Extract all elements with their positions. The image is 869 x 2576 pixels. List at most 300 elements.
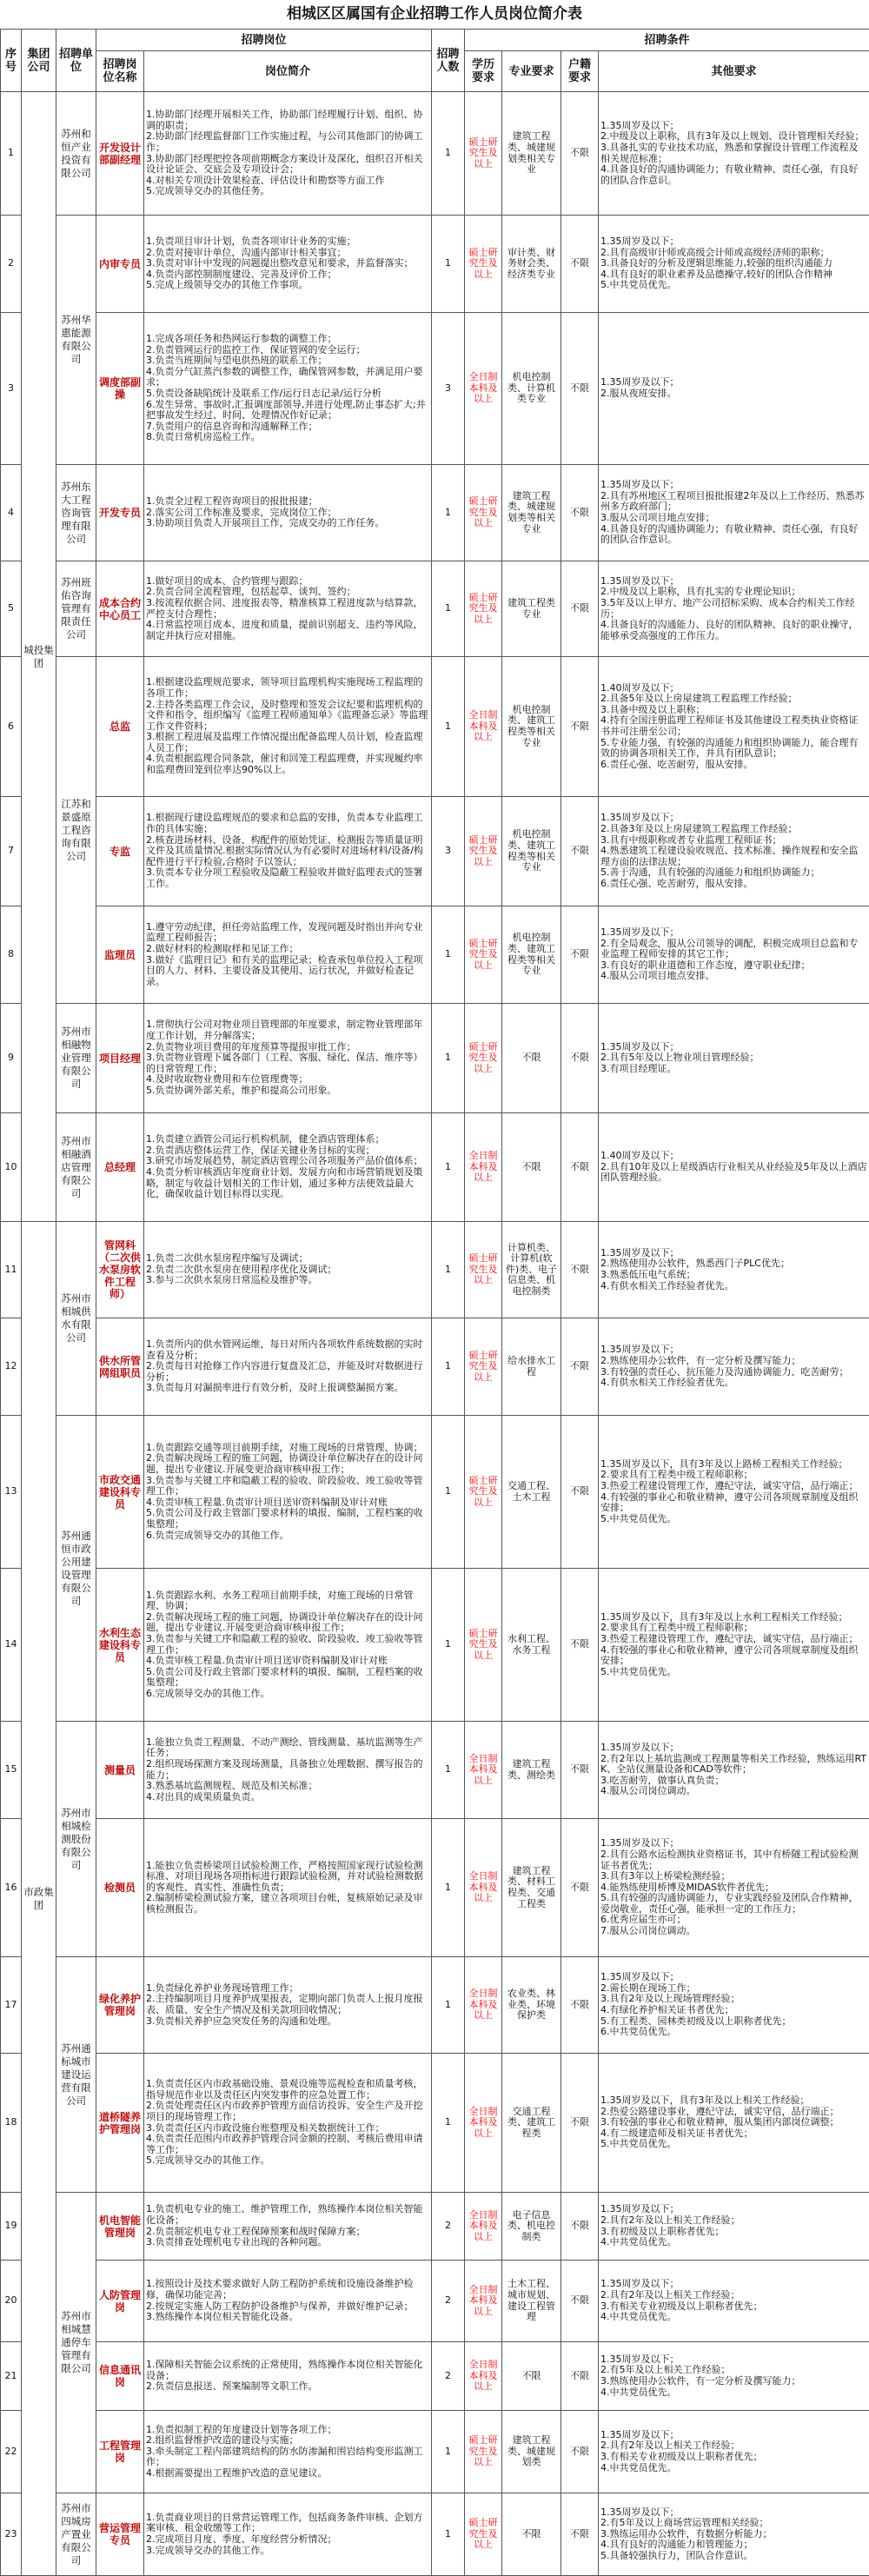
- table-row: [1, 1722, 869, 1819]
- position-desc-line: 2.组织现场探测方案及现场测量，具备独立处理数据、撰写报告的能力；: [146, 1759, 429, 1781]
- headcount: 2: [432, 2342, 465, 2411]
- position-desc-line: 1.保障相关智能会议系统的正常使用，熟练操作本岗位相关智能化设备；: [146, 2360, 429, 2381]
- position-desc-line: 1.能独立负责桥梁项目试验检测工作，严格按照国家现行试验检测标准、对项目现场各项指标进行跟踪试验检测，并对试验检测数据的客观性、真实性、准确性负责；: [146, 1861, 429, 1894]
- position-name: 绿化养护管理岗: [96, 1957, 144, 2054]
- other-req-line: 3.有初级及以上职称者优先；: [600, 2227, 867, 2238]
- position-desc: [144, 2493, 432, 2576]
- position-desc-line: 1.负责拟制工程的年度建设计划等各项工作；: [146, 2425, 429, 2436]
- other-req-line: 4.具有良好的职业素养及品德操守,较好的团队合作精神: [600, 269, 867, 281]
- other-req: [599, 1113, 869, 1222]
- position-desc: [144, 1819, 432, 1957]
- headcount: 1: [432, 1416, 465, 1569]
- other-req: [599, 657, 869, 797]
- position-desc-line: 1.负责绿化养护业务现场管理工作；: [146, 1983, 429, 1995]
- other-req-line: 3.有良好的职业道德和工作态度，遵守职业纪律；: [600, 960, 867, 972]
- headcount: 1: [432, 1318, 465, 1416]
- other-req-line: 2.中级及以上职称，具有扎实的专业理论知识；: [600, 587, 867, 598]
- position-desc-line: 1.按照设计及技术要求做好人防工程防护系统和设施设备维护检修，确保功能完善；: [146, 2279, 429, 2300]
- table-row: [1, 657, 869, 797]
- other-req-line: 5.善于沟通，具有较强的沟通能力和组织协调能力；: [600, 867, 867, 879]
- position-desc-line: 2.落实公司工作标准及要求，完成岗位工作；: [146, 508, 429, 519]
- other-req-line: 1.40周岁及以下；: [600, 683, 867, 694]
- position-desc-line: 3.完成领导交办的其他工作。: [146, 2546, 429, 2557]
- position-desc-line: 1.做好项目的成本、合约管理与跟踪；: [146, 576, 429, 588]
- other-req-line: 3.熟练使用办公软件，有一定分析及撰写能力；: [600, 2376, 867, 2387]
- major-req: 计算机类、计算机(软件)类、电子信息类、机电控制类: [502, 1222, 561, 1318]
- other-req-line: 5.中共党员优先。: [600, 1667, 867, 1678]
- other-req: [599, 216, 869, 313]
- position-desc-line: 5.完成领导交办的其他任务。: [146, 186, 429, 197]
- education-req: 硕士研究生及以上: [465, 216, 502, 313]
- position-desc-line: 3.协助部门经理把控各项前期概念方案设计及深化，组织召开相关设计论证会、交底会及专项设计会；: [146, 154, 429, 176]
- other-req-line: 3.热爱工程建设管理工作，遵纪守法，诚实守信，品行端正；: [600, 1634, 867, 1645]
- other-req: [599, 1004, 869, 1113]
- position-desc-line: 3.参与二次供水泵房日常巡检及维护等。: [146, 1275, 429, 1286]
- other-req: [599, 2342, 869, 2411]
- header-unit: 招聘单位: [56, 30, 96, 92]
- hiring-unit: 苏州班佑咨询管理有限责任公司: [56, 561, 96, 657]
- position-desc-line: 2.协助部门经理监督部门工作实施过程，与公司其他部门的协调工作；: [146, 131, 429, 153]
- other-req: [599, 2493, 869, 2576]
- table-row: [1, 906, 869, 1004]
- headcount: 2: [432, 2261, 465, 2342]
- position-name: 成本合约中心员工: [96, 561, 144, 657]
- other-req-line: 2.具有公路水运检测执业资格证书，其中有桥隧工程试验检测证书者优先；: [600, 1849, 867, 1871]
- hiring-unit: 苏州华惠能源有限公司: [56, 216, 96, 465]
- position-desc-line: 5.负责公司及行政主管部门要求材料的填报、编制，工程档案的收集整理；: [146, 1508, 429, 1530]
- other-req: [599, 1222, 869, 1318]
- position-desc-line: 1.负责二次供水泵房程序编写及调试；: [146, 1253, 429, 1265]
- row-seq: 22: [1, 2411, 22, 2493]
- hiring-unit: 苏州市相城供水有限公司: [56, 1222, 96, 1416]
- education-req: 全日制本科及以上: [465, 1819, 502, 1957]
- other-req-line: 2.具有高级审计师或高级会计师或高级经济师的职称；: [600, 248, 867, 259]
- education-req: 硕士研究生及以上: [465, 1222, 502, 1318]
- other-req-line: 3.熟悉低压电气系统；: [600, 1270, 867, 1281]
- position-desc-line: 1.根据现行建设监理规范的要求和总监的安排，负责本专业监理工作的具体实施；: [146, 813, 429, 834]
- table-row: [1, 216, 869, 313]
- position-desc-line: 3.负责当班期间与望电供热班的联系工作；: [146, 355, 429, 367]
- row-seq: 21: [1, 2342, 22, 2411]
- hukou-req: 不限: [561, 1416, 599, 1569]
- other-req-line: 4.中共党员优先。: [600, 2237, 867, 2248]
- row-seq: 12: [1, 1318, 22, 1416]
- other-req-line: 5.中共党员优先。: [600, 2139, 867, 2150]
- position-desc-line: 6.完成领导交办的其他工作。: [146, 1689, 429, 1700]
- other-req-line: 1.35周岁及以下，具有3年及以上相关工作经验；: [600, 2095, 867, 2107]
- position-desc-line: 1.负责跟踪水利、水务工程项目前期手续，对施工现场的日常管理、协调；: [146, 1590, 429, 1612]
- other-req: [599, 1318, 869, 1416]
- other-req-line: 2.具有2年及以上相关工作经验；: [600, 2440, 867, 2452]
- header-position-name: 招聘岗位名称: [96, 51, 144, 92]
- other-req-line: 3.有相关专业初级及以上职称者优先；: [600, 2301, 867, 2313]
- table-row: [1, 1416, 869, 1569]
- education-req: 全日制本科及以上: [465, 2193, 502, 2261]
- position-desc-line: 3.负责参与关键工序和隐蔽工程的验收、阶段验收、竣工验收等管理工作；: [146, 1476, 429, 1497]
- position-desc-line: 3.负责排查处理机电专业出现的各种问题。: [146, 2237, 429, 2248]
- education-req: 硕士研究生及以上: [465, 1569, 502, 1722]
- education-req: 全日制本科及以上: [465, 2342, 502, 2411]
- hukou-req: 不限: [561, 1113, 599, 1222]
- headcount: 1: [432, 1569, 465, 1722]
- position-desc-line: 2.组织监督维护改造的建设与实施；: [146, 2435, 429, 2447]
- position-name: 信息通讯岗: [96, 2342, 144, 2411]
- header-other: 其他要求: [599, 51, 869, 92]
- position-desc-line: 2.主持各类监理工作会议，及时整理和签发会议纪要和监理机构的文件和指令，组织编写《监理工程师通知单》《监理备忘录》等监理工作文件资料；: [146, 700, 429, 733]
- other-req-line: 5.中共党员优先。: [600, 280, 867, 291]
- position-desc-line: 2.负责二次供水泵房在使用程序优化及调试；: [146, 1265, 429, 1276]
- hukou-req: 不限: [561, 2493, 599, 2576]
- hukou-req: 不限: [561, 797, 599, 906]
- table-row: [1, 2342, 869, 2411]
- hukou-req: 不限: [561, 313, 599, 465]
- position-desc: [144, 465, 432, 561]
- other-req-line: 1.35周岁及以下；: [600, 927, 867, 939]
- major-req: 土木工程、城市规划、建设工程管理: [502, 2261, 561, 2342]
- other-req-line: 1.35周岁及以下；: [600, 1042, 867, 1053]
- other-req-line: 3.具备中级及以上职称；: [600, 705, 867, 716]
- other-req-line: 5.具有较强的沟通协调能力，专业实践经验及团队合作精神，爱岗敬业，责任心强，能承担一定的工作压力；: [600, 1893, 867, 1915]
- row-seq: 7: [1, 797, 22, 906]
- position-desc: [144, 1113, 432, 1222]
- headcount: 1: [432, 1722, 465, 1819]
- position-desc-line: 4.负责责任范围内市政养护管理合同金额的控制、考核后费用申请等工作；: [146, 2134, 429, 2155]
- position-desc-line: 2.负责物业项目费用的年度预算等提报审批工作；: [146, 1042, 429, 1053]
- other-req-line: 3.具有3年以上桥梁检测经验；: [600, 1871, 867, 1882]
- position-desc-line: 6.发生异常、事故时,汇报调度部领导,并进行处理,防止事态扩大;并把事故发生经过、时间、处理情况作好记录；: [146, 400, 429, 422]
- position-desc-line: 4.日常监控项目成本、进度和质量，提前识别超支、违约等风险，制定并执行应对措施。: [146, 620, 429, 641]
- position-desc-line: 3.研究市场发展趋势，制定酒店管理公司各项服务产品价值体系；: [146, 1156, 429, 1167]
- position-desc-line: 2.按规定实施人防工程防护设备维护与保养，并做好维护记录；: [146, 2301, 429, 2313]
- education-req: 全日制本科及以上: [465, 313, 502, 465]
- table-row: [1, 797, 869, 906]
- other-req-line: 6.中共党员优先。: [600, 2027, 867, 2038]
- other-req-line: 2.需长期在现场工作；: [600, 1983, 867, 1995]
- row-seq: 19: [1, 2193, 22, 2261]
- education-req: 硕士研究生及以上: [465, 561, 502, 657]
- position-desc-line: 3.牵头制定工程内部建筑结构的防水防渗漏和围岩结构变形监测工作；: [146, 2447, 429, 2468]
- position-name: 水利生态建设科专员: [96, 1569, 144, 1722]
- other-req-line: 1.35周岁及以下；: [600, 1344, 867, 1356]
- major-req: 建筑工程类、城建规划类相关专业: [502, 92, 561, 216]
- education-req: 硕士研究生及以上: [465, 906, 502, 1004]
- hukou-req: 不限: [561, 561, 599, 657]
- hukou-req: 不限: [561, 2411, 599, 2493]
- other-req-line: 3.具备扎实的专业技术功底，熟悉和掌握设计管理工作流程及相关规范标准；: [600, 143, 867, 164]
- other-req: [599, 2261, 869, 2342]
- row-seq: 4: [1, 465, 22, 561]
- other-req-line: 3.服从公司项目地点安排；: [600, 513, 867, 524]
- other-req-line: 5.具备较强执行力，团队合作意识。: [600, 2551, 867, 2562]
- other-req-line: 2.具有2年及以上相关工作经验；: [600, 2215, 867, 2227]
- position-desc-line: 2.负责酒店整体运营工作，保证关键业务目标的实现；: [146, 1145, 429, 1157]
- other-req-line: 1.40周岁及以下；: [600, 1151, 867, 1162]
- other-req: [599, 2193, 869, 2261]
- other-req: [599, 2054, 869, 2193]
- positions-body: [1, 92, 869, 2576]
- position-desc-line: 3.负责责任区内市政设施台账整理及相关数据统计工作；: [146, 2123, 429, 2134]
- position-desc-line: 5.负责公司及行政主管部门要求材料的填报、编制，工程档案的收集整理；: [146, 1667, 429, 1689]
- headcount: 1: [432, 657, 465, 797]
- position-name: 项目经理: [96, 1004, 144, 1113]
- table-row: [1, 2261, 869, 2342]
- table-row: [1, 1222, 869, 1318]
- major-req: 交通工程类、建筑工程类: [502, 2054, 561, 2193]
- position-desc-line: 5.负责协调外部关系，维护和提高公司形象。: [146, 1086, 429, 1097]
- other-req-line: 3.5年及以上甲方、地产公司招标采购、成本合约相关工作经历；: [600, 598, 867, 620]
- major-req: 交通工程、土木工程: [502, 1416, 561, 1569]
- other-req: [599, 797, 869, 906]
- page-title: 相城区区属国有企业招聘工作人员岗位简介表: [0, 0, 869, 29]
- position-desc: [144, 216, 432, 313]
- hukou-req: 不限: [561, 92, 599, 216]
- row-seq: 10: [1, 1113, 22, 1222]
- position-desc-line: 1.负责跟踪交通等项目前期手续，对施工现场的日常管理、协调；: [146, 1443, 429, 1454]
- position-desc-line: 3.负责物业管理下属各部门（工程、客服、绿化、保洁、维序等）的日常管理工作；: [146, 1052, 429, 1074]
- position-desc-line: 2.主持编制项目月度养护成果报表，定期向部门负责人上报月度报表、质量、安全生产情况及相关款项回收情况；: [146, 1994, 429, 2015]
- position-name: 工程管理岗: [96, 2411, 144, 2493]
- headcount: 1: [432, 2054, 465, 2193]
- position-name: 总监: [96, 657, 144, 797]
- position-desc-line: 4.负责审核工程量.负责审计项目送审资料编制及审计对账: [146, 1656, 429, 1667]
- position-desc: [144, 2261, 432, 2342]
- position-desc-line: 1.负责机电专业的施工、维护管理工作，熟练操作本岗位相关智能化设备；: [146, 2204, 429, 2226]
- position-desc: [144, 1318, 432, 1416]
- position-name: 监理员: [96, 906, 144, 1004]
- header-group: 集团公司: [22, 30, 56, 92]
- other-req-line: 4.服从公司岗位调动。: [600, 1786, 867, 1797]
- other-req-line: 2.中级及以上职称，具有3年及以上规划、设计管理相关经验；: [600, 131, 867, 143]
- position-name: 市政交通建设科专员: [96, 1416, 144, 1569]
- position-name: 管网科（二次供水泵房软件工程师）: [96, 1222, 144, 1318]
- other-req-line: 2.服从夜班安排。: [600, 388, 867, 400]
- other-req-line: 1.35周岁及以下，具有3年及以上路桥工程相关工作经验；: [600, 1459, 867, 1471]
- other-req-line: 7.服从公司岗位调动。: [600, 1926, 867, 1937]
- position-desc-line: 2.负责每日对抢修工作内容进行复盘及汇总，并能及时对数据进行分析；: [146, 1361, 429, 1383]
- headcount: 1: [432, 906, 465, 1004]
- position-name: 总经理: [96, 1113, 144, 1222]
- position-desc-line: 1.贯彻执行公司对物业项目管理部的年度要求，制定物业管理部年度工作计划，并分解落实；: [146, 1019, 429, 1041]
- other-req-line: 2.热爱公路建设事业，遵纪守法，诚实守信，品行端正；: [600, 2107, 867, 2118]
- education-req: 硕士研究生及以上: [465, 797, 502, 906]
- position-desc: [144, 313, 432, 465]
- headcount: 1: [432, 1004, 465, 1113]
- hukou-req: 不限: [561, 2054, 599, 2193]
- position-desc: [144, 1722, 432, 1819]
- other-req-line: 2.有全局观念，服从公司领导的调配，积极完成项目总监和专业监理工程师安排的其它工作；: [600, 939, 867, 960]
- position-desc-line: 4.负责根据监理合同条款，催讨和回笼工程监理费，并实现履约率和监理费回笼到位率达90%以上。: [146, 754, 429, 775]
- other-req-line: 1.35周岁及以下；: [600, 480, 867, 491]
- other-req-line: 2.有5年及以上相关工作经验；: [600, 2365, 867, 2376]
- table-row: [1, 2193, 869, 2261]
- hiring-unit: 江苏和景盛原工程咨询有限公司: [56, 657, 96, 1004]
- header-position-desc: 岗位简介: [144, 51, 432, 92]
- other-req-line: 4.有较强的事业心和敬业精神，遵守公司各项规章制度及组织安排；: [600, 1645, 867, 1667]
- other-req-line: 4.有较强的事业心和敬业精神，遵守公司各项规章制度及组织安排；: [600, 1492, 867, 1514]
- row-seq: 20: [1, 2261, 22, 2342]
- position-desc-line: 1.负责商业项目的日常营运管理工作，包括商务条件审核、企划方案审核、租金收缴等工作；: [146, 2513, 429, 2534]
- other-req: [599, 561, 869, 657]
- position-name: 调度部副操: [96, 313, 144, 465]
- row-seq: 8: [1, 906, 22, 1004]
- position-desc-line: 4.对出具的成果质量负责。: [146, 1792, 429, 1803]
- other-req-line: 1.35周岁及以下；: [600, 121, 867, 132]
- headcount: 1: [432, 2493, 465, 2576]
- position-desc-line: 1.遵守劳动纪律，担任旁站监理工作，发现问题及时指出并向专业监理工程师报告；: [146, 922, 429, 944]
- row-seq: 2: [1, 216, 22, 313]
- position-desc-line: 5.完成领导交办的其他工作。: [146, 2155, 429, 2167]
- position-desc-line: 1.负责项目审计计划，负责各项审计业务的实施；: [146, 236, 429, 248]
- other-req-line: 2.具有2年及以上相关工作经验；: [600, 2290, 867, 2301]
- other-req: [599, 906, 869, 1004]
- other-req-line: 2.有5年及以上商场营运管理相关经验；: [600, 2518, 867, 2529]
- other-req-line: 3.具有2年及以上现场管理经验；: [600, 1994, 867, 2005]
- education-req: 全日制本科及以上: [465, 1722, 502, 1819]
- other-req-line: 3.热爱工程建设管理工作，遵纪守法，诚实守信，品行端正；: [600, 1481, 867, 1492]
- position-desc-line: 3.按流程依据合同、进度报表等，精准核算工程进度款与结算款，严控支付合理性；: [146, 598, 429, 620]
- position-desc-line: 5.负责设备缺陷统计及联系工作/运行日志记录/运行分析: [146, 388, 429, 400]
- position-desc-line: 4.根据需要提出工程维护改造的意见建议。: [146, 2468, 429, 2480]
- hukou-req: 不限: [561, 216, 599, 313]
- headcount: 1: [432, 465, 465, 561]
- other-req-line: 2.具有苏州地区工程项目报批报建2年及以上工作经历、熟悉苏州多方政府部门；: [600, 491, 867, 513]
- education-req: 全日制本科及以上: [465, 657, 502, 797]
- position-desc: [144, 657, 432, 797]
- education-req: 硕士研究生及以上: [465, 1004, 502, 1113]
- position-desc-line: 2.负责管网运行的监控工作，保证管网的安全运行；: [146, 345, 429, 356]
- position-desc: [144, 1222, 432, 1318]
- other-req-line: 4.有供水相关工作经验者优先。: [600, 1378, 867, 1389]
- position-desc-line: 3.负责本专业分项工程验收及隐蔽工程验收并做好监理表式的签署工作。: [146, 867, 429, 889]
- hiring-unit: 苏州通标城市建设运营有限公司: [56, 1957, 96, 2193]
- other-req-line: 2.具有5年及以上物业项目管理经验；: [600, 1052, 867, 1064]
- major-req: 不限: [502, 2342, 561, 2411]
- position-desc-line: 1.负责责任区内市政基础设施、景观设施等巡视检查和质量考核，指导规范作业以及责任区内突发事件的应急处置工作；: [146, 2079, 429, 2101]
- headcount: 1: [432, 1957, 465, 2054]
- other-req-line: 1.35周岁及以下；: [600, 813, 867, 824]
- hukou-req: 不限: [561, 657, 599, 797]
- table-row: [1, 1819, 869, 1957]
- position-desc-line: 4.及时收取物业费用和车位管理费等；: [146, 1074, 429, 1086]
- header-row-top: [1, 30, 869, 51]
- other-req-line: 4.中共党员优先。: [600, 2463, 867, 2474]
- other-req-line: 1.35周岁及以下；: [600, 1838, 867, 1849]
- position-name: 机电智能管理岗: [96, 2193, 144, 2261]
- position-desc-line: 4.负责分析审核酒店年度商业计划、发展方向和市场营销规划及策略，制定与收益计划相关的工作计划，通过多种方法使效益最大化，确保收益计划目标得以实现。: [146, 1167, 429, 1200]
- row-seq: 9: [1, 1004, 22, 1113]
- other-req-line: 2.熟练使用办公软件，有一定分析及撰写能力；: [600, 1356, 867, 1367]
- major-req: 建筑工程类、城建规划类: [502, 2411, 561, 2493]
- other-req-line: 1.35周岁及以下；: [600, 377, 867, 388]
- hukou-req: 不限: [561, 1004, 599, 1113]
- position-desc: [144, 2411, 432, 2493]
- other-req-line: 3.有相关专业初级及以上职称者优先；: [600, 2452, 867, 2463]
- education-req: 全日制本科及以上: [465, 1113, 502, 1222]
- other-req: [599, 1416, 869, 1569]
- position-desc-line: 2.做好材料的检测取样和见证工作；: [146, 944, 429, 955]
- position-desc-line: 3.做好《监理日记》和有关的监理记录；检查承包单位投入工程项目的人力、材料、主要设备及其使用、运行状况，并做好检查记录。: [146, 955, 429, 988]
- headcount: 3: [432, 797, 465, 906]
- other-req: [599, 313, 869, 465]
- position-desc-line: 7.负责用户的信息咨询和沟通解释工作；: [146, 422, 429, 433]
- position-desc-line: 8.负责日常机房巡检工作。: [146, 432, 429, 443]
- other-req: [599, 1819, 869, 1957]
- other-req: [599, 1957, 869, 2054]
- other-req-line: 3.具有中级职称或者专业监理工程师证书；: [600, 835, 867, 846]
- position-desc: [144, 2054, 432, 2193]
- table-row: [1, 1569, 869, 1722]
- other-req: [599, 1569, 869, 1722]
- education-req: 全日制本科及以上: [465, 2261, 502, 2342]
- other-req-line: 6.责任心强、吃苦耐劳，服从安排。: [600, 879, 867, 890]
- headcount: 2: [432, 2193, 465, 2261]
- table-row: [1, 465, 869, 561]
- table-row: [1, 2493, 869, 2576]
- position-desc-line: 1.能独立负责工程测量、不动产测绘、管线测量、基坑监测等生产任务；: [146, 1737, 429, 1759]
- other-req-line: 1.35周岁及以下；: [600, 1248, 867, 1259]
- hiring-unit: 苏州和恒产业投资有限公司: [56, 92, 96, 216]
- position-desc: [144, 2193, 432, 2261]
- row-seq: 11: [1, 1222, 22, 1318]
- major-req: 机电控制类、建筑工程类等相关专业: [502, 797, 561, 906]
- other-req-line: 2.要求具有工程类中级工程师职称；: [600, 1470, 867, 1481]
- other-req: [599, 2411, 869, 2493]
- position-desc-line: 3.负责参与关键工序和隐蔽工程的验收、阶段验收、竣工验收等管理工作；: [146, 1634, 429, 1656]
- row-seq: 17: [1, 1957, 22, 2054]
- table-row: [1, 92, 869, 216]
- group-company: 市政集团: [22, 1222, 56, 2576]
- other-req: [599, 465, 869, 561]
- row-seq: 6: [1, 657, 22, 797]
- position-desc-line: 3.熟练操作本岗位相关智能化设备。: [146, 2312, 429, 2323]
- hukou-req: 不限: [561, 1819, 599, 1957]
- position-name: 开发专员: [96, 465, 144, 561]
- other-req-line: 5.有工程类、园林类初级及以上职称者优先；: [600, 2016, 867, 2028]
- major-req: 机电控制类、计算机类专业: [502, 313, 561, 465]
- position-desc: [144, 797, 432, 906]
- hukou-req: 不限: [561, 906, 599, 1004]
- row-seq: 1: [1, 92, 22, 216]
- group-company: 城投集团: [22, 92, 56, 1222]
- major-req: 建筑工程类专业: [502, 561, 561, 657]
- position-desc-line: 2.编制桥梁检测试验方案，建立各项项目台帐，复核原始记录及审核检测报告。: [146, 1893, 429, 1915]
- position-desc-line: 4.负责审核工程量.负责审计项目送审资料编制及审计对账: [146, 1497, 429, 1509]
- row-seq: 18: [1, 2054, 22, 2193]
- position-desc: [144, 1569, 432, 1722]
- other-req-line: 1.35周岁及以下；: [600, 2354, 867, 2366]
- other-req-line: 5.专业能力强，有较强的沟通能力和组织协调能力，能合理有效的协调各项相关工作，并具有团队意识；: [600, 738, 867, 760]
- other-req-line: 3.有项目经理证。: [600, 1064, 867, 1075]
- major-req: 机电控制类、建筑工程类等相关专业: [502, 657, 561, 797]
- position-desc-line: 2.负责解决现场工程的施工问题，协调设计单位解决存在的设计问题，提出专业建议.开展变更洽商审核申报工作；: [146, 1612, 429, 1634]
- header-seq: 序号: [1, 30, 22, 92]
- other-req-line: 1.35周岁及以下；: [600, 2430, 867, 2441]
- hukou-req: 不限: [561, 1569, 599, 1722]
- hiring-unit: 苏州东大工程咨询管理有限公司: [56, 465, 96, 561]
- position-name: 营运管理专员: [96, 2493, 144, 2576]
- row-seq: 5: [1, 561, 22, 657]
- other-req-line: 4.有绿化养护相关证书者优先；: [600, 2005, 867, 2016]
- position-desc-line: 1.负责建立酒管公司运行机构机制，健全酒店管理体系；: [146, 1134, 429, 1145]
- row-seq: 23: [1, 2493, 22, 2576]
- position-desc-line: 3.根据工程进展及监理工作情况提出配备监理人员计划，检查监理人员工作；: [146, 732, 429, 754]
- hiring-unit: 苏州市相城慧通停车管理有限公司: [56, 2193, 96, 2493]
- header-count: 招聘人数: [432, 30, 465, 92]
- other-req-line: 3.有较强的责任心、抗压能力及沟通协调能力、吃苦耐劳；: [600, 1367, 867, 1378]
- other-req-line: 4.持有全国注册监理工程师证书及其他建设工程类执业资格证书并可注册至公司；: [600, 715, 867, 737]
- position-desc-line: 2.负责对接审计单位，沟通内部审计相关事宜；: [146, 248, 429, 259]
- position-desc-line: 6.负责完成领导交办的其他工作。: [146, 1530, 429, 1542]
